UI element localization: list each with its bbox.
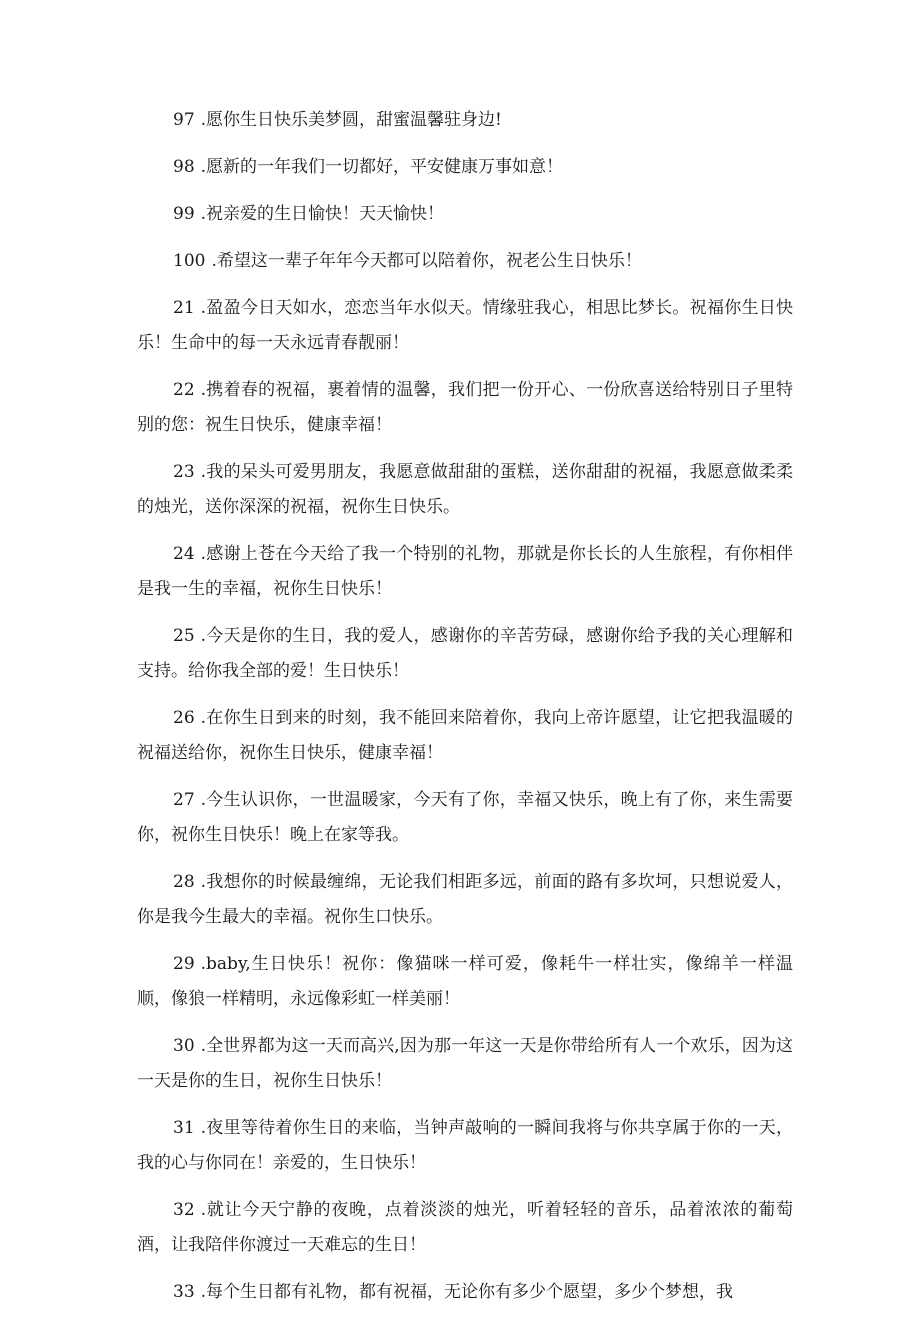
item-text: .今生认识你，一世温暖家，今天有了你，幸福又快乐，晚上有了你，来生需要你，祝你生日快乐！晚上在家等我。 [137,790,793,845]
list-item [137,103,793,138]
item-number: 22 [173,380,195,400]
item-number: 27 [173,790,195,810]
item-number: 24 [173,544,195,564]
item-text: .携着春的祝福，裹着情的温馨，我们把一份开心、一份欣喜送给特别日子里特别的您：祝生日快乐，健康幸福！ [137,380,793,435]
item-number: 97 [173,110,195,130]
list-item [137,150,793,185]
item-text: .baby,生日快乐！祝你：像猫咪一样可爱，像耗牛一样壮实，像绵羊一样温顺，像狼一样精明，永远像彩虹一样美丽！ [137,954,793,1009]
item-number: 32 [173,1200,195,1220]
item-text: .感谢上苍在今天给了我一个特别的礼物，那就是你长长的人生旅程，有你相伴是我一生的幸福，祝你生日快乐！ [137,544,793,599]
list-item [137,244,793,279]
list-item [137,701,793,771]
list-item [137,619,793,689]
item-text: .每个生日都有礼物，都有祝福，无论你有多少个愿望，多少个梦想，我 [200,1282,734,1302]
item-text: .愿新的一年我们一切都好，平安健康万事如意！ [200,157,564,177]
item-text: .今天是你的生日，我的爱人，感谢你的辛苦劳碌，感谢你给予我的关心理解和支持。给你我全部的爱！生日快乐！ [137,626,793,681]
item-number: 100 [173,251,206,271]
item-text: .夜里等待着你生日的来临，当钟声敲响的一瞬间我将与你共享属于你的一天，我的心与你同在！亲爱的，生日快乐！ [137,1118,793,1173]
list-item [137,455,793,525]
list-item [137,537,793,607]
list-item [137,1193,793,1263]
list-item [137,865,793,935]
item-text: .祝亲爱的生日愉快！天天愉快！ [200,204,445,224]
item-text: .全世界都为这一天而高兴,因为那一年这一天是你带给所有人一个欢乐，因为这一天是你的生日，祝你生日快乐！ [137,1036,793,1091]
item-number: 30 [173,1036,195,1056]
item-number: 98 [173,157,195,177]
item-number: 26 [173,708,195,728]
item-text: .愿你生日快乐美梦圆，甜蜜温馨驻身边! [200,110,502,130]
item-number: 33 [173,1282,195,1302]
item-number: 25 [173,626,195,646]
item-number: 28 [173,872,195,892]
item-number: 31 [173,1118,195,1138]
item-text: .在你生日到来的时刻，我不能回来陪着你，我向上帝许愿望，让它把我温暖的祝福送给你，祝你生日快乐，健康幸福！ [137,708,793,763]
list-item [137,947,793,1017]
list-item [137,783,793,853]
item-number: 21 [173,298,195,318]
list-item [137,373,793,443]
wish-list [137,103,793,1322]
item-text: .我想你的时候最缠绵，无论我们相距多远，前面的路有多坎坷，只想说爱人，你是我今生最大的幸福。祝你生口快乐。 [137,872,793,927]
list-item [137,1275,793,1310]
item-number: 23 [173,462,195,482]
list-item [137,1029,793,1099]
item-text: .希望这一辈子年年今天都可以陪着你，祝老公生日快乐！ [211,251,642,271]
item-text: .盈盈今日天如水，恋恋当年水似天。情缘驻我心，相思比梦长。祝福你生日快乐！生命中的每一天永远青春靓丽！ [137,298,793,353]
list-item [137,197,793,232]
item-text: .我的呆头可爱男朋友，我愿意做甜甜的蛋糕，送你甜甜的祝福，我愿意做柔柔的烛光，送你深深的祝福，祝你生日快乐。 [137,462,793,517]
item-text: .就让今天宁静的夜晚，点着淡淡的烛光，听着轻轻的音乐，品着浓浓的葡萄酒，让我陪伴你渡过一天难忘的生日！ [137,1200,793,1255]
item-number: 29 [173,954,195,974]
list-item [137,1111,793,1181]
list-item [137,291,793,361]
item-number: 99 [173,204,195,224]
